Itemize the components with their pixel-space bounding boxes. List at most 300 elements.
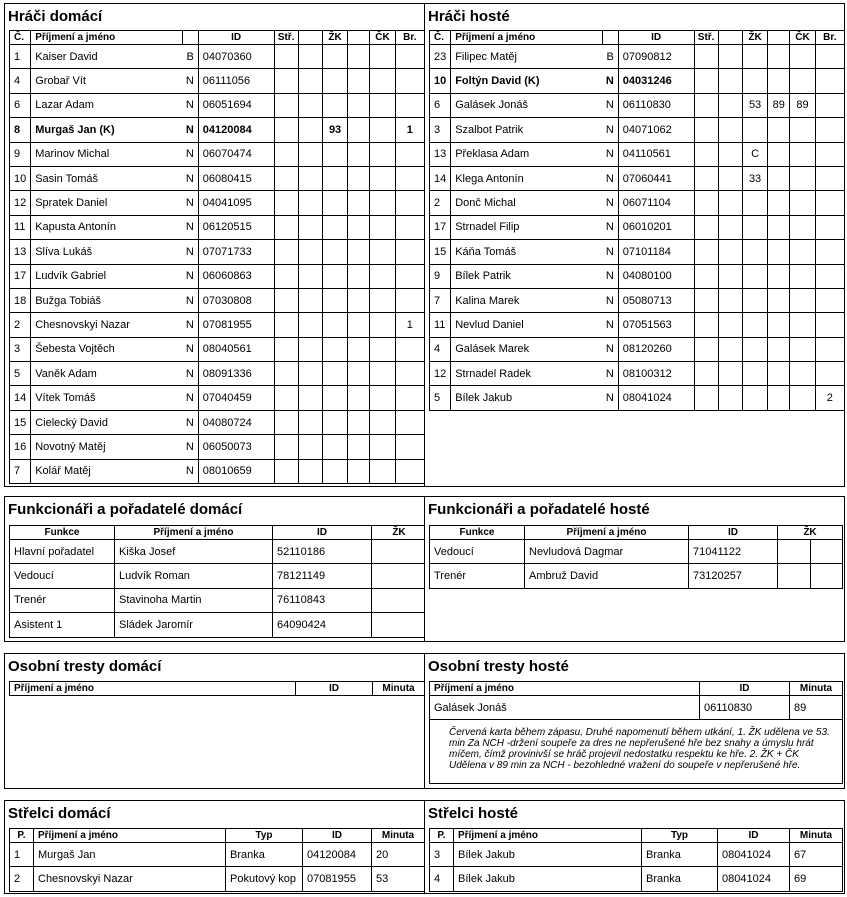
player-type: N [602,69,618,93]
away-players-header [430,31,845,45]
player-br [395,459,424,483]
player-id: 06120515 [198,215,274,239]
player-blank [718,93,742,117]
table-row [10,191,425,215]
table-row [10,288,425,312]
penalty-minute: 89 [790,696,843,720]
player-type: N [182,288,198,312]
player-ck [790,240,815,264]
official-name: Sládek Jaromír [115,613,273,637]
player-ck [790,142,815,166]
table-row [10,564,427,588]
home-officials-table [9,525,427,638]
player-br [815,313,844,337]
official-zk [372,613,427,637]
player-br [395,69,424,93]
player-type: N [182,240,198,264]
col-id: ID [273,526,372,540]
table-row [430,118,845,142]
player-str [694,362,718,386]
player-id: 06060863 [198,264,274,288]
player-blank2 [768,264,790,288]
official-id: 64090424 [273,613,372,637]
player-no: 13 [10,240,31,264]
home-players-table [9,30,425,484]
player-ck [370,45,395,69]
player-str [274,166,298,190]
player-zk [742,264,767,288]
player-blank2 [348,313,370,337]
official-role: Vedoucí [10,564,115,588]
player-id: 06080415 [198,166,274,190]
player-type: N [182,386,198,410]
player-str [274,240,298,264]
player-name: Bužga Tobiáš [31,288,182,312]
player-blank2 [768,386,790,410]
col-zk: ŽK [372,526,427,540]
table-row [10,588,427,612]
player-br [395,337,424,361]
official-name: Ludvík Roman [115,564,273,588]
col-type: Typ [642,829,718,843]
player-type: N [182,118,198,142]
table-row [430,564,843,588]
player-blank [718,69,742,93]
player-no: 3 [10,337,31,361]
player-blank [298,166,322,190]
player-str [274,191,298,215]
player-name: Nevlud Daniel [451,313,602,337]
player-no: 16 [10,435,31,459]
player-zk [322,166,347,190]
player-no: 12 [10,191,31,215]
player-type: N [602,386,618,410]
official-name: Ambruž David [525,564,689,588]
player-blank2 [348,45,370,69]
player-no: 14 [10,386,31,410]
player-zk [742,45,767,69]
table-row [430,191,845,215]
player-str [694,313,718,337]
player-name: Strnadel Filip [451,215,602,239]
player-blank [298,118,322,142]
away-players-table [429,30,845,411]
player-no: 11 [430,313,451,337]
penalty-id: 06110830 [700,696,790,720]
player-no: 17 [10,264,31,288]
away-scorers-title: Střelci hosté [428,805,519,822]
player-ck [370,337,395,361]
col-blank2 [768,31,790,45]
official-zk [372,588,427,612]
player-id: 08120260 [618,337,694,361]
player-id: 07071733 [198,240,274,264]
player-type: N [182,166,198,190]
player-id: 06050073 [198,435,274,459]
player-blank2 [768,337,790,361]
player-id: 06070474 [198,142,274,166]
player-no: 2 [10,313,31,337]
player-ck [370,69,395,93]
player-str [694,45,718,69]
player-type: N [182,313,198,337]
player-type: N [182,264,198,288]
player-br [395,142,424,166]
player-br [815,215,844,239]
home-officials-body [10,540,427,638]
scorer-minute: 67 [790,843,843,867]
official-zk [372,564,427,588]
table-row [430,337,845,361]
player-blank [298,93,322,117]
official-extra [811,540,843,564]
table-row [10,215,425,239]
player-blank [298,435,322,459]
player-type: N [182,142,198,166]
player-name: Lazar Adam [31,93,182,117]
player-id: 04041095 [198,191,274,215]
player-id: 06111056 [198,69,274,93]
away-scorers-body [430,843,843,892]
player-zk [322,93,347,117]
official-id: 73120257 [689,564,778,588]
scorer-p: 3 [430,843,454,867]
player-no: 10 [430,69,451,93]
player-blank2 [348,362,370,386]
player-id: 07030808 [198,288,274,312]
player-br [395,410,424,434]
player-no: 18 [10,288,31,312]
col-str: Stř. [274,31,298,45]
player-type: N [602,191,618,215]
player-str [274,362,298,386]
away-penalties-title: Osobní tresty hosté [428,658,569,675]
table-row [430,166,845,190]
player-br: 1 [395,118,424,142]
player-id: 04071062 [618,118,694,142]
player-ck [790,337,815,361]
player-name: Slíva Lukáš [31,240,182,264]
player-ck [790,288,815,312]
away-penalties-header [430,682,843,696]
player-type: N [182,69,198,93]
player-zk [322,313,347,337]
player-name: Novotný Matěj [31,435,182,459]
player-ck [790,45,815,69]
col-role: Funkce [10,526,115,540]
player-br [395,45,424,69]
player-str [274,142,298,166]
table-row [10,459,425,483]
table-row [10,386,425,410]
table-row [430,313,845,337]
player-ck [790,362,815,386]
official-role: Vedoucí [430,540,525,564]
player-type: B [602,45,618,69]
player-id: 07060441 [618,166,694,190]
home-players-header [10,31,425,45]
player-str [274,410,298,434]
col-id: ID [296,682,373,696]
player-zk [322,362,347,386]
player-id: 07081955 [198,313,274,337]
player-id: 04080100 [618,264,694,288]
col-name: Příjmení a jméno [34,829,226,843]
col-zk: ŽK [778,526,843,540]
player-str [274,45,298,69]
home-officials-header [10,526,427,540]
player-no: 15 [430,240,451,264]
player-str [694,69,718,93]
home-penalties-table [9,681,425,696]
player-zk [322,191,347,215]
player-no: 4 [10,69,31,93]
player-str [694,337,718,361]
scorer-id: 08041024 [718,867,790,891]
col-name: Příjmení a jméno [115,526,273,540]
scorer-minute: 69 [790,867,843,891]
player-blank2 [348,337,370,361]
player-blank [298,191,322,215]
player-br [815,362,844,386]
player-ck [370,264,395,288]
player-str [694,93,718,117]
scorer-id: 04120084 [303,843,372,867]
player-blank [298,362,322,386]
player-br [395,166,424,190]
player-str [694,166,718,190]
col-no: Č. [10,31,31,45]
player-blank2 [768,215,790,239]
table-row [10,69,425,93]
player-br: 1 [395,313,424,337]
player-blank2: 89 [768,93,790,117]
table-row [10,540,427,564]
player-no: 7 [430,288,451,312]
home-scorers-header [10,829,425,843]
player-br: 2 [815,386,844,410]
player-ck [370,459,395,483]
player-ck [370,288,395,312]
home-players-panel [4,3,425,487]
col-zk: ŽK [742,31,767,45]
player-name: Galásek Jonáš [451,93,602,117]
away-players-body [430,45,845,411]
player-br [395,362,424,386]
player-type: N [602,118,618,142]
player-name: Kalina Marek [451,288,602,312]
col-type [602,31,618,45]
col-blank [718,31,742,45]
player-zk [742,386,767,410]
home-officials-panel [4,496,425,642]
official-name: Kiška Josef [115,540,273,564]
table-row [430,696,843,720]
official-zk [372,540,427,564]
player-ck [370,93,395,117]
player-str [274,288,298,312]
player-type: N [182,191,198,215]
player-blank2 [348,142,370,166]
player-id: 08091336 [198,362,274,386]
player-ck [370,362,395,386]
player-id: 04120084 [198,118,274,142]
table-row [10,435,425,459]
player-zk [742,118,767,142]
player-zk [742,288,767,312]
player-blank [718,337,742,361]
player-zk [742,69,767,93]
home-players-body [10,45,425,484]
scorer-type: Branka [226,843,303,867]
player-id: 08040561 [198,337,274,361]
col-str: Stř. [694,31,718,45]
player-blank [718,288,742,312]
player-no: 5 [10,362,31,386]
player-zk [322,410,347,434]
player-br [815,118,844,142]
col-blank2 [348,31,370,45]
player-name: Marinov Michal [31,142,182,166]
col-id: ID [618,31,694,45]
player-blank2 [348,435,370,459]
player-id: 08010659 [198,459,274,483]
player-name: Donč Michal [451,191,602,215]
col-minute: Minuta [790,829,843,843]
player-br [815,288,844,312]
player-blank [298,45,322,69]
player-zk [742,337,767,361]
col-ck: ČK [790,31,815,45]
player-br [395,386,424,410]
player-blank [298,69,322,93]
player-name: Vítek Tomáš [31,386,182,410]
player-ck [790,166,815,190]
player-str [274,118,298,142]
away-officials-body [430,540,843,589]
player-blank [718,264,742,288]
player-blank [718,142,742,166]
player-type: N [182,435,198,459]
player-blank [718,215,742,239]
player-blank2 [768,313,790,337]
player-type: N [602,362,618,386]
player-ck [370,191,395,215]
player-no: 14 [430,166,451,190]
col-blank [298,31,322,45]
player-no: 4 [430,337,451,361]
penalty-name: Galásek Jonáš [430,696,700,720]
table-row [10,410,425,434]
player-name: Vaněk Adam [31,362,182,386]
player-blank [298,264,322,288]
scorer-p: 1 [10,843,34,867]
player-blank2 [348,240,370,264]
player-blank [298,288,322,312]
player-name: Galásek Marek [451,337,602,361]
player-zk [322,386,347,410]
official-name: Stavinoha Martin [115,588,273,612]
player-blank2 [348,410,370,434]
player-type: N [602,264,618,288]
table-row [430,142,845,166]
player-id: 04031246 [618,69,694,93]
scorer-type: Pokutový kop [226,867,303,891]
scorer-minute: 20 [372,843,425,867]
player-str [274,93,298,117]
table-row [430,69,845,93]
player-id: 04080724 [198,410,274,434]
player-blank [718,313,742,337]
official-zk [778,540,811,564]
official-zk [778,564,811,588]
player-zk [322,337,347,361]
player-br [815,69,844,93]
table-row [10,45,425,69]
player-type: N [602,142,618,166]
player-blank2 [768,362,790,386]
player-id: 08041024 [618,386,694,410]
player-str [274,69,298,93]
official-id: 71041122 [689,540,778,564]
player-name: Kolář Matěj [31,459,182,483]
player-str [274,435,298,459]
player-name: Ludvík Gabriel [31,264,182,288]
player-name: Spratek Daniel [31,191,182,215]
player-blank [298,313,322,337]
home-officials-title: Funkcionáři a pořadatelé domácí [8,501,243,518]
player-blank [718,191,742,215]
player-zk [742,313,767,337]
player-br [395,435,424,459]
scorer-name: Bílek Jakub [454,843,642,867]
player-br [395,264,424,288]
player-br [395,191,424,215]
player-zk [322,45,347,69]
player-no: 10 [10,166,31,190]
player-blank [718,240,742,264]
player-zk: 33 [742,166,767,190]
col-br: Br. [395,31,424,45]
player-str [694,240,718,264]
player-type: N [602,288,618,312]
player-ck [790,264,815,288]
player-name: Grobař Vít [31,69,182,93]
official-role: Trenér [430,564,525,588]
player-ck [370,435,395,459]
scorer-name: Chesnovskyi Nazar [34,867,226,891]
away-officials-header [430,526,843,540]
player-blank2 [348,386,370,410]
player-blank2 [768,45,790,69]
col-p: P. [430,829,454,843]
scorer-type: Branka [642,843,718,867]
scorer-id: 08041024 [718,843,790,867]
col-name: Příjmení a jméno [451,31,602,45]
player-type: N [602,337,618,361]
scorer-p: 2 [10,867,34,891]
player-blank [718,362,742,386]
away-players-title: Hráči hosté [428,8,510,25]
player-blank2 [768,191,790,215]
col-no: Č. [430,31,451,45]
table-row [430,843,843,867]
home-scorers-panel [4,800,425,894]
table-row [10,867,425,891]
player-name: Klega Antonín [451,166,602,190]
player-blank2 [348,69,370,93]
away-officials-title: Funkcionáři a pořadatelé hosté [428,501,650,518]
